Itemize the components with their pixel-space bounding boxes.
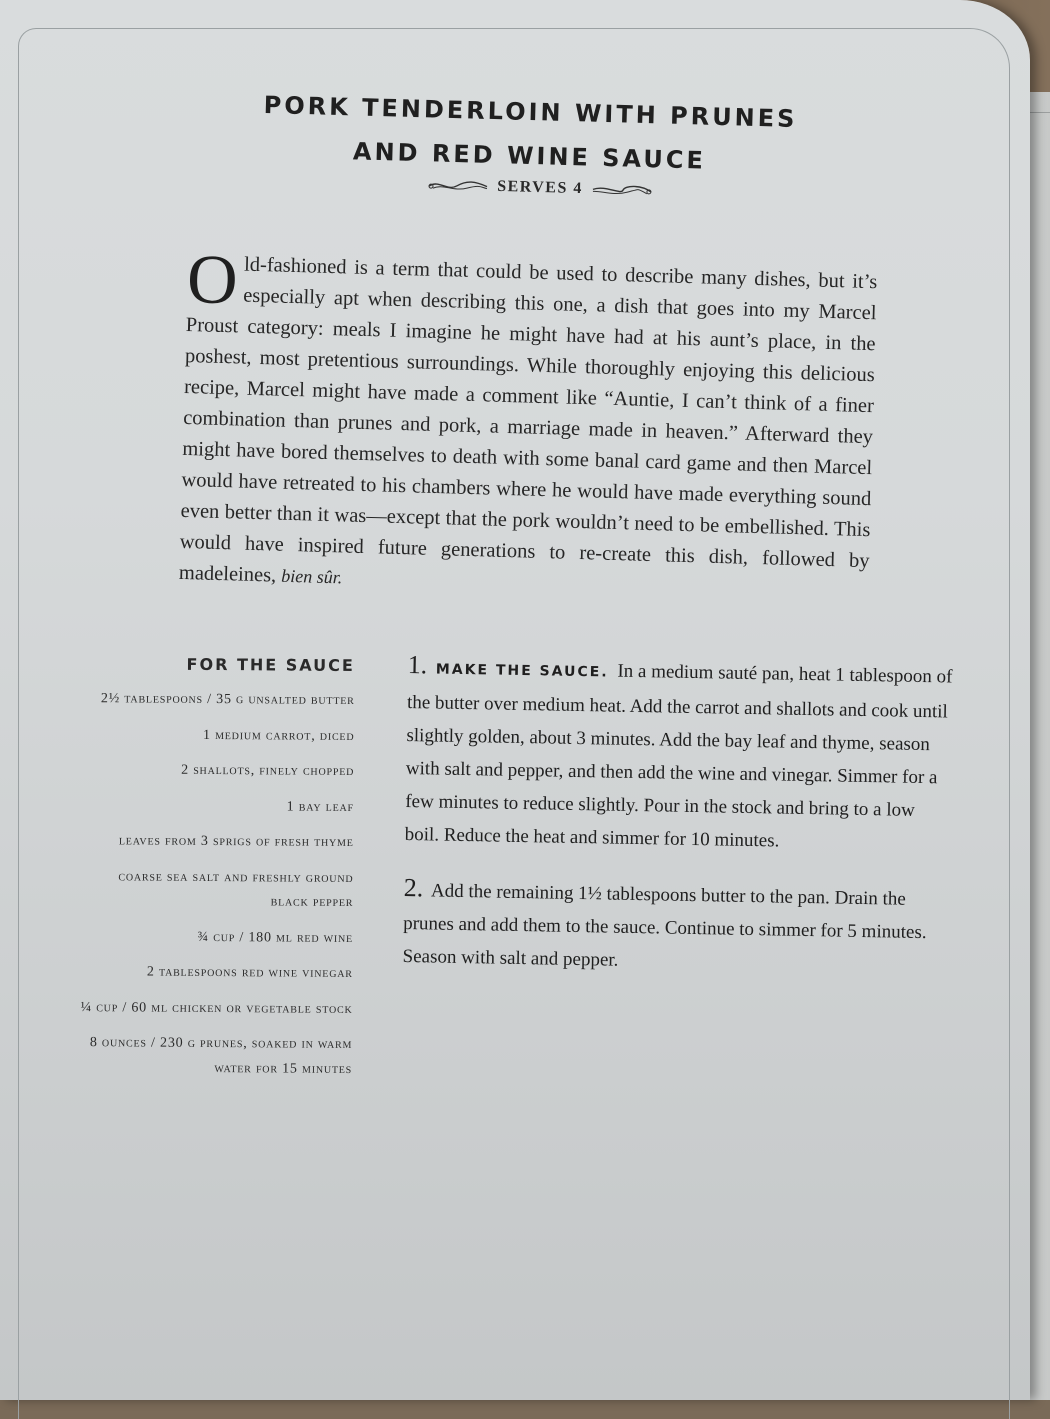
ingredient-item: 8 ounces / 230 g prunes, soaked in warm water for 15 minutes [89, 1035, 353, 1077]
intro-paragraph [178, 241, 878, 608]
right-flourish-icon [591, 181, 653, 199]
ingredient-item: 1 bay leaf [286, 799, 354, 815]
left-flourish-icon [427, 177, 489, 195]
ingredients-list [77, 648, 355, 1093]
method-step-2 [402, 871, 949, 982]
step-text: Add the remaining 1½ tablespoons butter to the pan. Drain the prunes and add them to the sauce. Continue to simmer for 5 minutes. Season with salt and pepper. [402, 880, 927, 971]
ingredient-item: ¼ cup / 60 ml chicken or vegetable stock [80, 999, 353, 1017]
recipe-title-line-2: AND RED WINE SAUCE [352, 137, 707, 175]
recipe-title [199, 81, 861, 186]
ingredient-item: 2 shallots, finely chopped [181, 762, 355, 779]
ingredient-item: 2 tablespoons red wine vinegar [146, 964, 353, 981]
step-lead-in: MAKE THE SAUCE. [435, 661, 609, 681]
ingredient-item: leaves from 3 sprigs of fresh thyme [118, 833, 354, 850]
step-number: 1. [407, 649, 428, 680]
intro-italic-ending: bien sûr. [281, 565, 343, 588]
method-step-1 [404, 648, 952, 860]
ingredient-item: 1 medium carrot, diced [202, 727, 355, 744]
recipe-title-line-1: PORK TENDERLOIN WITH PRUNES [263, 91, 798, 133]
method-steps [402, 648, 953, 1002]
ingredients-heading: FOR THE SAUCE [186, 654, 355, 675]
serves-count: SERVES 4 [496, 177, 584, 198]
ingredient-item: coarse sea salt and freshly ground black pepper [118, 868, 354, 910]
ingredient-item: ¾ cup / 180 ml red wine [197, 929, 354, 946]
step-number: 2. [403, 872, 424, 903]
step-text: In a medium sauté pan, heat 1 tablespoon of the butter over medium heat. Add the carrot and shallots and cook until slightly golden, about 3 minutes. Add the bay leaf and thyme, season with salt and pepper, and then add the wine and vinegar. Simmer for a few minutes to reduce slightly. Pour in the stock and bring to a low boil. Reduce the heat and simmer for 10 minutes. [404, 660, 953, 852]
drop-cap: O [186, 241, 239, 320]
intro-text: ld-fashioned is a term that could be used to describe many dishes, but it’s especially apt when describing this one, a dish that goes into my Marcel Proust category: meals I imagine he might have had at his aunt’s place, in the poshest, most pretentious surroundings. While thoroughly enjoying this delicious recipe, Marcel might have made a comment like “Auntie, I can’t think of a finer combination than prunes and pork, a marriage made in heaven.” Afterward they might have bored themselves to death with some banal card game and then Marcel would have retreated to his chambers where he would have made everything sound even better than it was—except that the pork wouldn’t need to be embellished. This would have inspired future generations to re-create this dish, followed by madeleines, [178, 253, 878, 587]
ingredient-item: 2½ tablespoons / 35 g unsalted butter [100, 691, 355, 708]
